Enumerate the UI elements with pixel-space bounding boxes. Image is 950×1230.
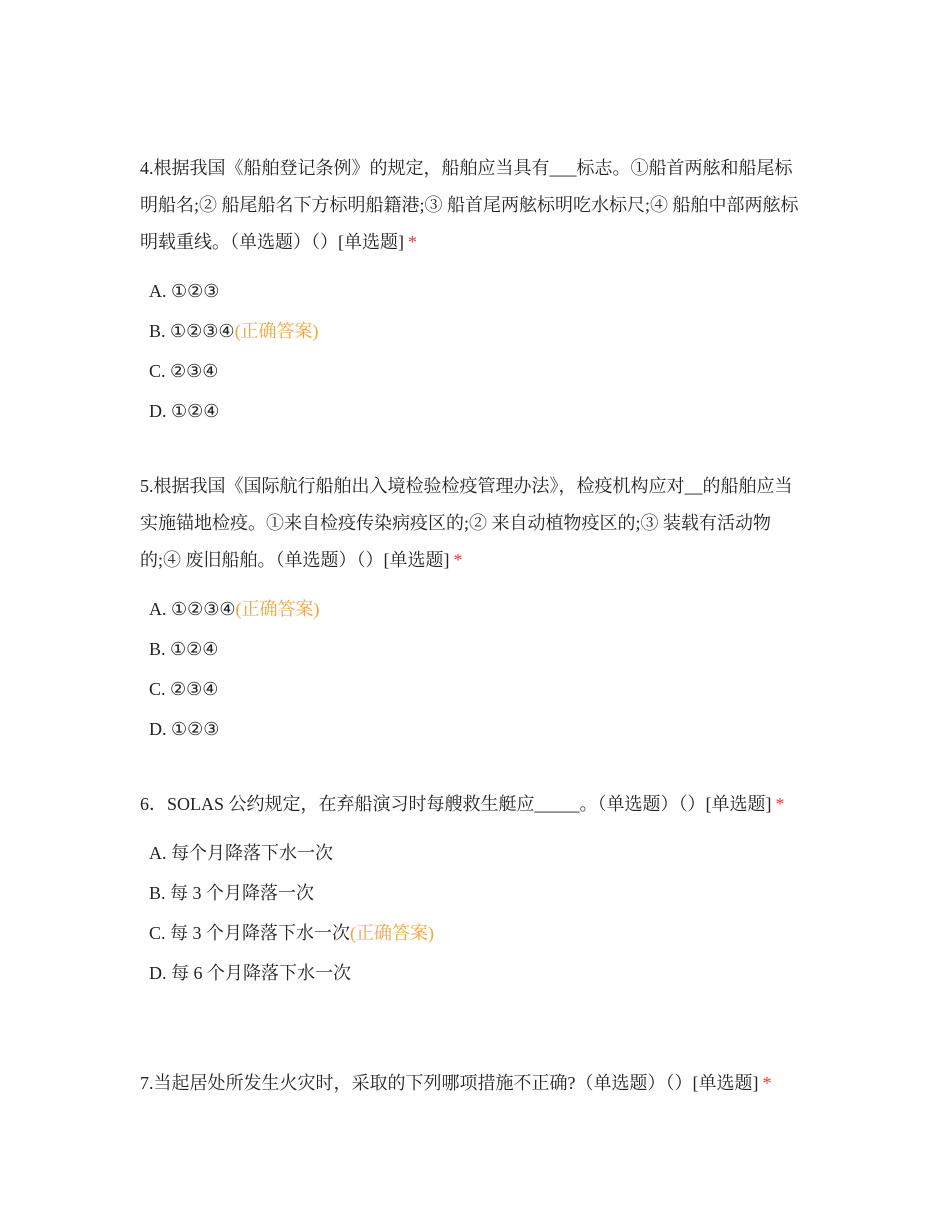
option-label: A. ①②③ <box>149 281 220 301</box>
option-label: C. ②③④ <box>149 679 219 699</box>
option-c[interactable] <box>140 351 810 391</box>
question-5 <box>140 468 810 749</box>
option-d[interactable] <box>140 709 810 749</box>
option-label: D. 每 6 个月降落下水一次 <box>149 963 351 983</box>
question-text <box>140 786 810 823</box>
option-list <box>140 833 810 993</box>
option-c[interactable] <box>140 669 810 709</box>
option-a[interactable] <box>140 271 810 311</box>
option-label: D. ①②④ <box>149 401 220 421</box>
option-label: C. 每 3 个月降落下水一次 <box>149 923 351 943</box>
option-b[interactable] <box>140 311 810 351</box>
option-label: B. ①②③④ <box>149 321 235 341</box>
option-b[interactable] <box>140 629 810 669</box>
option-list <box>140 271 810 431</box>
question-text-content: 6．SOLAS 公约规定，在弃船演习时每艘救生艇应_____。（单选题）（）[单选题] <box>140 794 772 814</box>
option-a[interactable] <box>140 589 810 629</box>
question-7 <box>140 1065 810 1102</box>
question-text <box>140 468 810 579</box>
question-text-content: 4.根据我国《船舶登记条例》的规定，船舶应当具有___标志。①船首两舷和船尾标明船名;② 船尾船名下方标明船籍港;③ 船首尾两舷标明吃水标尺;④ 船舶中部两舷标明载重线。（单选题）（）[单选题] <box>140 158 799 252</box>
required-mark: * <box>762 1073 772 1093</box>
option-label: B. 每 3 个月降落一次 <box>149 883 315 903</box>
required-mark: * <box>453 550 463 570</box>
option-label: C. ②③④ <box>149 361 219 381</box>
correct-answer-tag: (正确答案) <box>350 923 435 943</box>
option-label: B. ①②④ <box>149 639 219 659</box>
required-mark: * <box>775 794 785 814</box>
option-a[interactable] <box>140 833 810 873</box>
option-d[interactable] <box>140 953 810 993</box>
question-text <box>140 1065 810 1102</box>
correct-answer-tag: (正确答案) <box>235 599 320 619</box>
question-text <box>140 150 810 261</box>
option-d[interactable] <box>140 391 810 431</box>
question-text-content: 7.当起居处所发生火灾时，采取的下列哪项措施不正确?（单选题）（）[单选题] <box>140 1073 759 1093</box>
required-mark: * <box>408 232 417 252</box>
correct-answer-tag: (正确答案) <box>234 321 319 341</box>
option-label: D. ①②③ <box>149 719 220 739</box>
option-label: A. 每个月降落下水一次 <box>149 843 333 863</box>
question-text-content: 5.根据我国《国际航行船舶出入境检验检疫管理办法》，检疫机构应对__的船舶应当实施锚地检疫。①来自检疫传染病疫区的;② 来自动植物疫区的;③ 装载有活动物的;④ 废旧船舶。（单选题）（）[单选题] <box>140 476 793 570</box>
question-6 <box>140 786 810 993</box>
question-4 <box>140 150 810 431</box>
option-label: A. ①②③④ <box>149 599 236 619</box>
option-list <box>140 589 810 749</box>
option-b[interactable] <box>140 873 810 913</box>
option-c[interactable] <box>140 913 810 953</box>
